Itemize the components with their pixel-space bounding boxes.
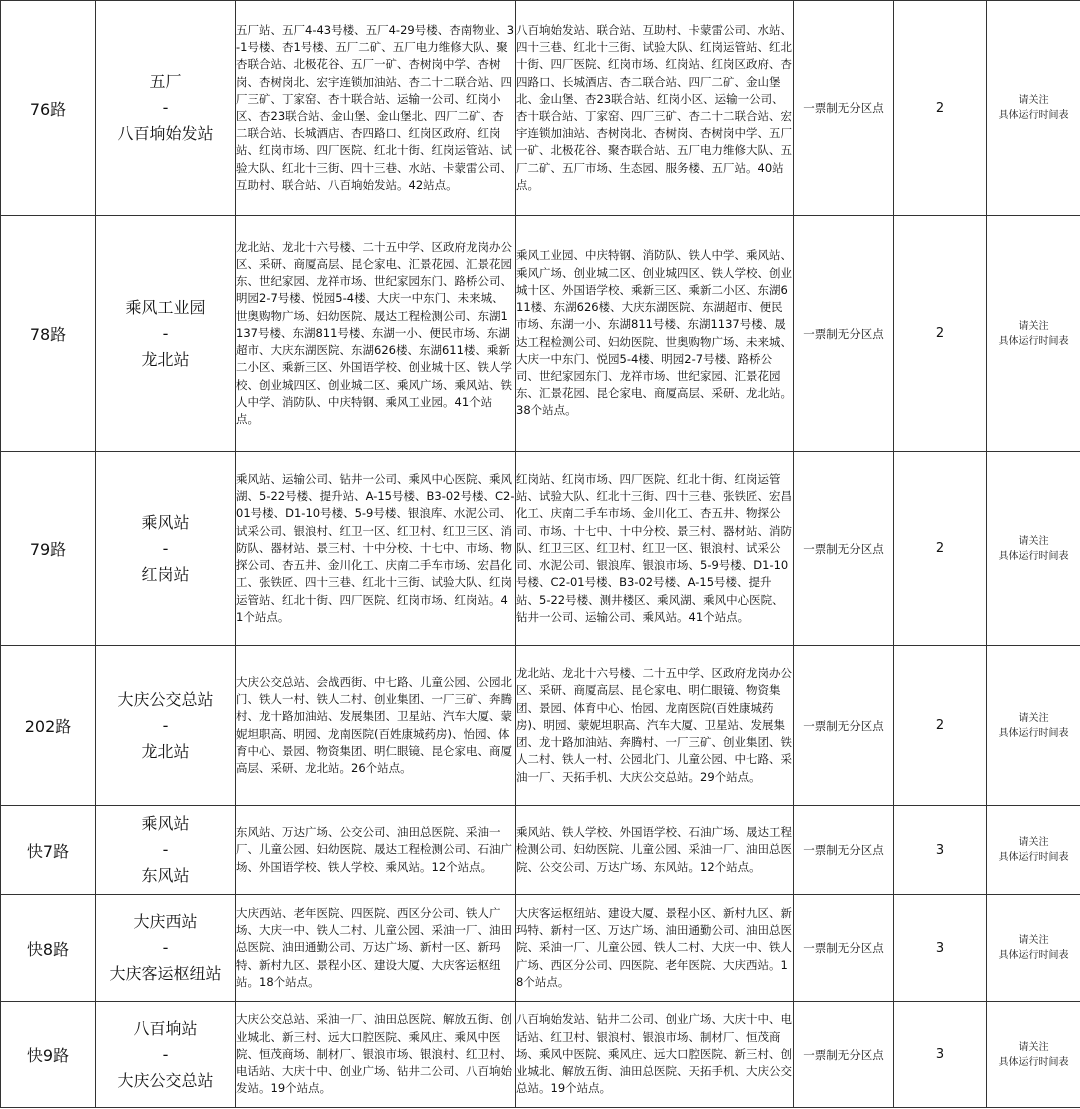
stops-return: 大庆客运枢纽站、建设大厦、景程小区、新村九区、新玛特、新村一区、万达广场、油田通勤公司、油田总医院、采油一厂、儿童公园、铁人二村、大庆一中、铁人广场、西区分公司、四医院、老年医院、大庆西站。18个站点。 [516,895,794,1002]
schedule-note [987,806,1080,895]
route-number: 快8路 [1,895,96,1002]
route-terminals [96,216,236,452]
route-number: 快9路 [1,1002,96,1108]
stops-return: 红岗站、红岗市场、四厂医院、红北十街、红岗运管站、试验大队、红北十三街、四十三巷、张铁匠、宏昌化工、庆南二手车市场、金川化工、杏五井、物探公司、市场、十七中、十中分校、景三村、器材站、消防队、红卫三区、红卫村、红卫一区、银浪村、试采公司、水泥公司、银浪库、银浪市场、5-9号楼、D1-10号楼、C2-01号楼、B3-02号楼、A-15号楼、提升站、5-22号楼、测井楼区、乘风湖、乘风中心医院、钻井一公司、运输公司、乘风站。41个站点。 [516,452,794,646]
stops-return: 龙北站、龙北十六号楼、二十五中学、区政府龙岗办公区、采研、商厦高层、昆仑家电、明仁眼镜、物资集团、景园、体育中心、怡园、龙南医院(百姓康城药房)、明园、蒙妮坦职高、汽车大厦、卫星站、发展集团、龙十路加油站、奔腾村、一厂三矿、创业集团、铁人二村、铁人一村、公园北门、儿童公园、中七路、采油一厂、天拓手机、大庆公交总站。29个站点。 [516,646,794,806]
terminal-separator: - [162,715,169,735]
fare-type: 一票制无分区点 [794,806,894,895]
schedule-note-line2: 具体运行时间表 [998,1056,1069,1068]
stops-return: 乘风工业园、中庆特钢、消防队、铁人中学、乘风站、乘风广场、创业城二区、创业城四区、铁人学校、创业城十区、外国语学校、乘新三区、乘新二小区、东湖611楼、东湖626楼、大庆东湖医院、东湖超市、便民市场、东湖一小、东湖811号楼、东湖1137号楼、晟达工程检测公司、妇幼医院、世奥购物广场、未来城、大庆一中东门、悦园5-4楼、明园2-7号楼、路桥公司、世纪家园东门、龙祥市场、世纪家园、汇景花园东、汇景花园、昆仑家电、商厦高层、采研、龙北站。38个站点。 [516,216,794,452]
terminal-start: 五厂 [149,72,182,91]
fare-price: 2 [894,646,987,806]
stops-return: 乘风站、铁人学校、外国语学校、石油广场、晟达工程检测公司、妇幼医院、儿童公园、采油一厂、油田总医院、公交公司、万达广场、东风站。12个站点。 [516,806,794,895]
fare-price: 3 [894,1002,987,1108]
stops-outbound: 乘风站、运输公司、钻井一公司、乘风中心医院、乘风湖、5-22号楼、提升站、A-15号楼、B3-02号楼、C2-01号楼、D1-10号楼、5-9号楼、银浪库、水泥公司、试采公司、银浪村、红卫一区、红卫村、红卫三区、消防队、器材站、景三村、十中分校、十七中、市场、物探公司、杏五井、金川化工、庆南二手车市场、宏昌化工、张铁匠、四十三巷、红北十三街、试验大队、红岗运管站、红北十街、四厂医院、红岗市场、红岗站。41个站点。 [236,452,516,646]
schedule-note-line1: 请关注 [1018,837,1049,848]
terminal-separator: - [162,98,169,117]
fare-type: 一票制无分区点 [794,646,894,806]
stops-return: 八百垧始发站、联合站、互助村、卡蒙雷公司、水站、四十三巷、红北十三街、试验大队、红岗运管站、红北十街、四厂医院、红岗市场、红岗站、红岗区政府、杏四路口、长城酒店、杏二联合站、四厂二矿、金山堡北、金山堡、杏23联合站、红岗小区、运输一公司、杏十联合站、丁家窑、四厂三矿、杏二十二联合站、宏宇连锁加油站、杏树岗北、杏树岗、杏树岗中学、五厂一矿、北极花谷、聚杏联合站、五厂电力维修大队、五厂二矿、五厂市场、生态园、服务楼、五厂站。40站点。 [516,1,794,216]
stops-outbound: 龙北站、龙北十六号楼、二十五中学、区政府龙岗办公区、采研、商厦高层、昆仑家电、汇景花园、汇景花园东、世纪家园、龙祥市场、世纪家园东门、路桥公司、明园2-7号楼、悦园5-4楼、大庆一中东门、未来城、世奥购物广场、妇幼医院、晟达工程检测公司、东湖1137号楼、东湖811号楼、东湖一小、便民市场、东湖超市、大庆东湖医院、东湖626楼、东湖611楼、乘新二小区、乘新三区、外国语学校、创业城十区、铁人学校、创业城四区、创业城二区、乘风广场、乘风站、铁人中学、消防队、中庆特钢、乘风工业园。41个站点。 [236,216,516,452]
schedule-note [987,452,1080,646]
route-terminals [96,1002,236,1108]
fare-price: 2 [894,1,987,216]
stops-outbound: 大庆公交总站、采油一厂、油田总医院、解放五街、创业城北、新三村、远大口腔医院、乘风庄、乘风中医院、恒茂商场、制材厂、银浪市场、银浪村、红卫村、电话站、大庆十中、创业广场、钻井二公司、八百垧始发站。19个站点。 [236,1002,516,1108]
fare-type: 一票制无分区点 [794,452,894,646]
schedule-note [987,895,1080,1002]
terminal-start: 乘风工业园 [125,297,206,317]
route-terminals [96,895,236,1002]
schedule-note-line1: 请关注 [1018,535,1049,547]
terminal-end: 八百垧始发站 [117,124,214,143]
fare-price: 2 [894,452,987,646]
schedule-note-line1: 请关注 [1018,935,1049,946]
terminal-separator: - [162,538,169,558]
terminal-start: 乘风站 [141,512,190,532]
terminal-end: 龙北站 [141,349,190,369]
schedule-note-line2: 具体运行时间表 [998,852,1069,863]
table-row [1,216,1080,452]
schedule-note [987,646,1080,806]
table-row [1,646,1080,806]
route-number: 78路 [1,216,96,452]
schedule-note-line2: 具体运行时间表 [998,727,1069,739]
route-number: 快7路 [1,806,96,895]
table-row [1,452,1080,646]
route-terminals [96,646,236,806]
table-row [1,1002,1080,1108]
fare-price: 2 [894,216,987,452]
terminal-separator: - [162,323,169,343]
terminal-start: 八百垧站 [133,1018,198,1038]
fare-type: 一票制无分区点 [794,1,894,216]
stops-outbound: 大庆公交总站、会战西街、中七路、儿童公园、公园北门、铁人一村、铁人二村、创业集团、一厂三矿、奔腾村、龙十路加油站、发展集团、卫星站、汽车大厦、蒙妮坦职高、明园、龙南医院(百姓康城药房)、怡园、体育中心、景园、物资集团、明仁眼镜、昆仑家电、商厦高层、采研、龙北站。26个站点。 [236,646,516,806]
stops-outbound: 大庆西站、老年医院、四医院、西区分公司、铁人广场、大庆一中、铁人二村、儿童公园、采油一厂、油田总医院、油田通勤公司、万达广场、新村一区、新玛特、新村九区、景程小区、建设大厦、大庆客运枢纽站。18个站点。 [236,895,516,1002]
stops-outbound: 五厂站、五厂4-43号楼、五厂4-29号楼、杏南物业、3-1号楼、杏1号楼、五厂二矿、五厂电力维修大队、聚杏联合站、北极花谷、五厂一矿、杏树岗中学、杏树岗、杏树岗北、宏宇连锁加油站、杏二十二联合站、四厂三矿、丁家窑、杏十联合站、运输一公司、红岗小区、杏23联合站、金山堡、金山堡北、四厂二矿、杏二联合站、长城酒店、杏四路口、红岗区政府、红岗站、红岗市场、四厂医院、红北十街、红岗运管站、试验大队、红北十三街、四十三巷、水站、卡蒙雷公司、互助村、联合站、八百垧始发站。42站点。 [236,1,516,216]
schedule-note-line1: 请关注 [1018,1041,1049,1053]
schedule-note [987,216,1080,452]
route-terminals [96,452,236,646]
terminal-separator: - [162,1044,169,1064]
schedule-note [987,1002,1080,1108]
table-row [1,806,1080,895]
stops-return: 八百垧始发站、钻井二公司、创业广场、大庆十中、电话站、红卫村、银浪村、银浪市场、制材厂、恒茂商场、乘风中医院、乘风庄、远大口腔医院、新三村、创业城北、解放五街、油田总医院、天拓手机、大庆公交总站。19个站点。 [516,1002,794,1108]
schedule-note-line2: 具体运行时间表 [998,950,1069,961]
terminal-start: 大庆公交总站 [117,689,214,709]
terminal-end: 大庆客运枢纽站 [109,964,222,983]
terminal-end: 大庆公交总站 [117,1070,214,1090]
fare-price: 3 [894,895,987,1002]
terminal-end: 龙北站 [141,741,190,761]
fare-type: 一票制无分区点 [794,895,894,1002]
terminal-separator: - [162,840,169,859]
terminal-start: 大庆西站 [133,912,198,931]
schedule-note-line2: 具体运行时间表 [998,335,1069,347]
schedule-note-line1: 请关注 [1018,320,1049,332]
fare-price: 3 [894,806,987,895]
stops-outbound: 东风站、万达广场、公交公司、油田总医院、采油一厂、儿童公园、妇幼医院、晟达工程检测公司、石油广场、外国语学校、铁人学校、乘风站。12个站点。 [236,806,516,895]
schedule-note-line1: 请关注 [1018,95,1049,106]
fare-type: 一票制无分区点 [794,1002,894,1108]
route-number: 79路 [1,452,96,646]
terminal-start: 乘风站 [141,814,190,833]
route-terminals [96,806,236,895]
terminal-separator: - [162,938,169,957]
schedule-note [987,1,1080,216]
terminal-end: 红岗站 [141,564,190,584]
route-number: 202路 [1,646,96,806]
route-terminals [96,1,236,216]
schedule-note-line2: 具体运行时间表 [998,550,1069,562]
table-row [1,1,1080,216]
table-row [1,895,1080,1002]
fare-type: 一票制无分区点 [794,216,894,452]
schedule-note-line1: 请关注 [1018,712,1049,724]
schedule-note-line2: 具体运行时间表 [998,110,1069,121]
terminal-end: 东风站 [141,866,190,885]
route-number: 76路 [1,1,96,216]
